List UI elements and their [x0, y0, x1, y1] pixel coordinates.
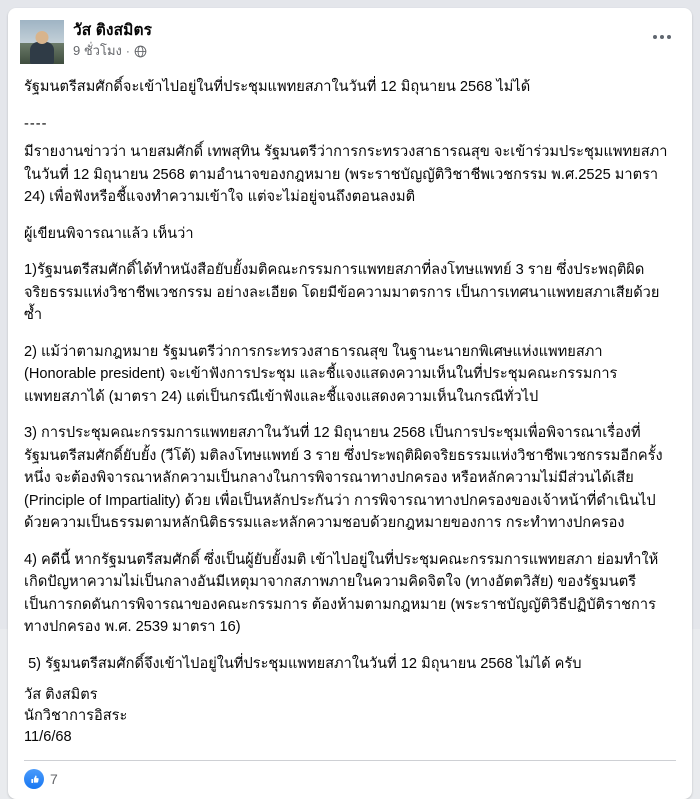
signature-name: วัส ติงสมิตร: [24, 687, 98, 703]
author-name[interactable]: วัส ติงสมิตร: [73, 22, 153, 39]
post-paragraph: 1)รัฐมนตรีสมศักดิ์ได้ทำหนังสือยับยั้งมติคณะกรรมการแพทยสภาที่ลงโทษแพทย์ 3 ราย ซึ่งประพฤติผิดจริยธรรมแห่งวิชาชีพเวชกรรม อย่างละเอียด โดยมีข้อความมาตรการ เป็นการเทศนาแพทยสภาเสียด้วยซ้ำ: [24, 262, 660, 323]
post-paragraph: ผู้เขียนพิจารณาแล้ว เห็นว่า: [24, 225, 194, 242]
avatar[interactable]: [20, 20, 64, 64]
post-header-text: [73, 20, 152, 59]
signature-date: 11/6/68: [24, 729, 72, 745]
reactions-bar[interactable]: [8, 761, 692, 799]
post-header: [8, 8, 692, 64]
post-paragraph: มีรายงานข่าวว่า นายสมศักดิ์ เทพสุทิน รัฐมนตรีว่าการกระทรวงสาธารณสุข จะเข้าร่วมประชุมแพทยสภาในวันที่ 12 มิถุนายน 2568 ตามอำนาจของกฎหมาย (พระราชบัญญัติวิชาชีพเวชกรรม พ.ศ.2525 มาตรา 24) เพื่อฟังหรือชี้แจงทำความเข้าใจ แต่จะไม่อยู่จนถึงตอนลงมติ: [24, 144, 668, 205]
post-paragraph: ----: [24, 115, 48, 132]
post-paragraph: 4) คดีนี้ หากรัฐมนตรีสมศักดิ์ ซึ่งเป็นผู้ยับยั้งมติ เข้าไปอยู่ในที่ประชุมคณะกรรมการแพทยสภา ย่อมทำให้เกิดปัญหาความไม่เป็นกลางอันมีเหตุมาจากสภาพภายในความคิดจิตใจ (ทางอัตตวิสัย) ของรัฐมนตรี เป็นการกดดันการพิจารณาของคณะกรรมการ ต้องห้ามตามกฎหมาย (พระราชบัญญัติวิธีปฏิบัติราชการทางปกครอง พ.ศ. 2539 มาตรา 16): [24, 551, 659, 635]
post-timestamp[interactable]: 9 ชั่วโมง: [73, 43, 122, 58]
post-body: [8, 64, 692, 748]
meta-separator: ·: [125, 44, 130, 58]
avatar-person-head: [36, 31, 49, 44]
globe-icon[interactable]: [134, 45, 147, 58]
ellipsis-icon[interactable]: [646, 26, 678, 48]
avatar-person-body: [30, 42, 54, 64]
ellipsis-dot: [653, 35, 657, 39]
reaction-count[interactable]: 7: [50, 771, 58, 787]
post-paragraph: 2) แม้ว่าตามกฎหมาย รัฐมนตรีว่าการกระทรวงสาธารณสุข ในฐานะนายกพิเศษแห่งแพทยสภา (Honorable president) จะเข้าฟังการประชุม และชี้แจงแสดงความเห็นในที่ประชุมคณะกรรมการแพทยสภาได้ (มาตรา 24) แต่เป็นกรณีเข้าฟังและชี้แจงแสดงความเห็นในกรณีทั่วไป: [24, 343, 618, 405]
signature-role: นักวิชาการอิสระ: [24, 708, 128, 724]
post-paragraph: 3) การประชุมคณะกรรมการแพทยสภาในวันที่ 12 มิถุนายน 2568 เป็นการประชุมเพื่อพิจารณาเรื่องที่รัฐมนตรีสมศักดิ์ยับยั้ง (วีโต้) มติลงโทษแพทย์ 3 ราย ซึ่งประพฤติผิดจริยธรรมแห่งวิชาชีพเวชกรรมอีกครั้งหนึ่ง จะต้องพิจารณาหลักความเป็นกลางในการพิจารณาทางปกครอง หรือหลักความไม่มีส่วนได้เสีย (Principle of Impartiality) ด้วย เพื่อเป็นหลักประกันว่า การพิจารณาทางปกครองของเจ้าหน้าที่ดำเนินไปด้วยความเป็นธรรมตามหลักนิติธรรมและหลักความชอบด้วยกฎหมายของการ กระทำทางปกครอง: [24, 425, 663, 531]
post-paragraph: 5) รัฐมนตรีสมศักดิ์จึงเข้าไปอยู่ในที่ประชุมแพทยสภาในวันที่ 12 มิถุนายน 2568 ไม่ได้ ครับ: [24, 655, 582, 672]
like-thumb-icon[interactable]: [24, 769, 44, 789]
post-card: [8, 8, 692, 799]
post-paragraph: รัฐมนตรีสมศักดิ์จะเข้าไปอยู่ในที่ประชุมแพทยสภาในวันที่ 12 มิถุนายน 2568 ไม่ได้: [24, 79, 531, 95]
post-meta: [73, 43, 152, 59]
ellipsis-dot: [667, 35, 671, 39]
ellipsis-dot: [660, 35, 664, 39]
